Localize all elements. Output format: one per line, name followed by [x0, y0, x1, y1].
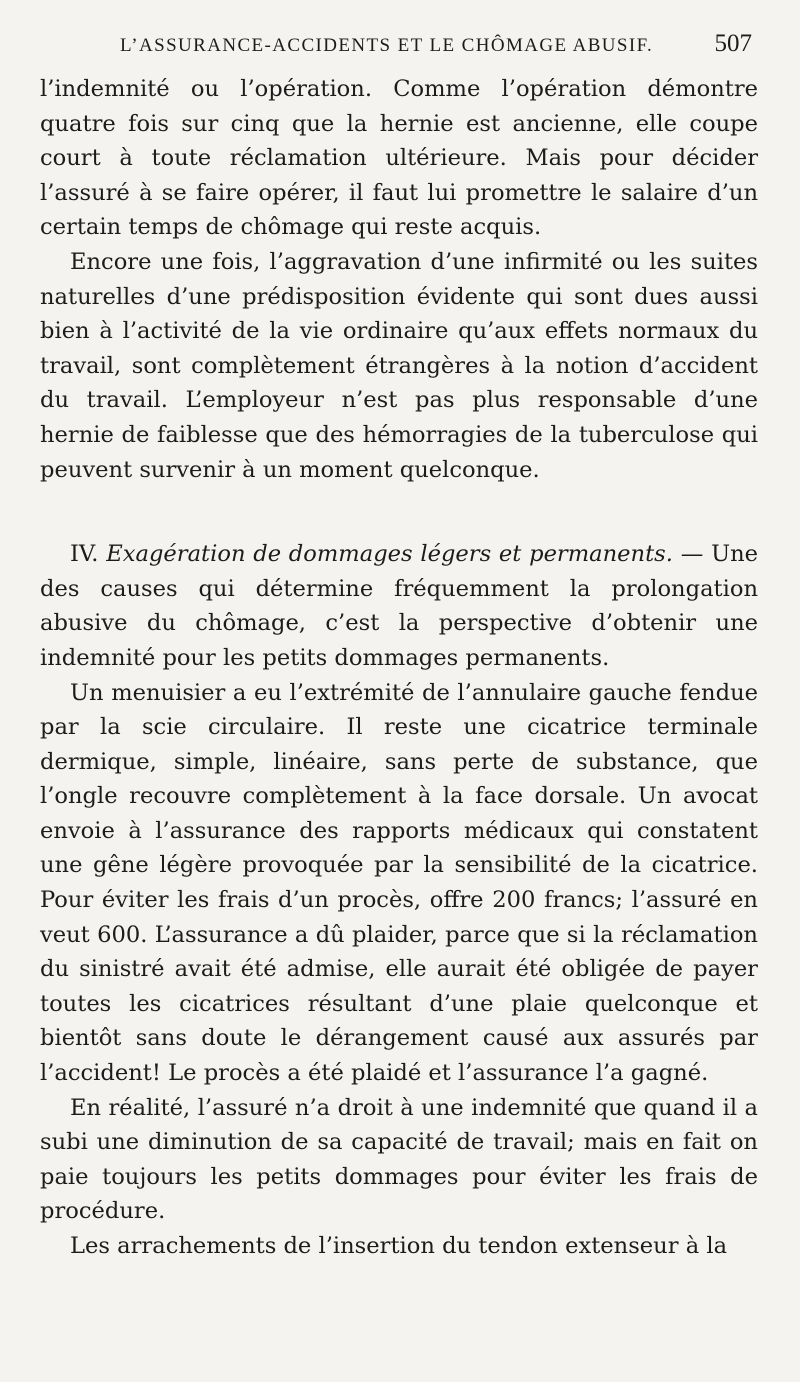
paragraph-en-realite: En réalité, l’assuré n’a droit à une indemnité que quand il a subi une diminution de sa capacité de travail; mais en fait on paie toujours les petits dommages pour éviter les frais de procédure. [40, 1094, 758, 1225]
page-header [120, 30, 752, 64]
page-body [40, 72, 758, 1264]
running-head: L’ASSURANCE-ACCIDENTS ET LE CHÔMAGE ABUSIF. [120, 35, 654, 56]
section-spacer [40, 487, 758, 537]
page-number: 507 [714, 30, 752, 57]
paragraph-menuisier: Un menuisier a eu l’extrémité de l’annulaire gauche fendue par la scie circulaire. Il reste une cicatrice terminale dermique, simple, linéaire, sans perte de substance, que l’ongle recouvre complètement à la face dorsale. Un avocat envoie à l’assurance des rapports médicaux qui constatent une gêne légère provoquée par la sensibilité de la cicatrice. Pour éviter les frais d’un procès, offre 200 francs; l’assuré en veut 600. L’assurance a dû plaider, parce que si la réclamation du sinistré avait été admise, elle aurait été obligée de payer toutes les cicatrices résultant d’une plaie quelconque et bientôt sans doute le dérangement causé aux assurés par l’accident! Le procès a été plaidé et l’assurance l’a gagné. [40, 679, 758, 1087]
paragraph-arrachements: Les arrachements de l’insertion du tendon extenseur à la [70, 1233, 728, 1259]
section-iv [40, 537, 758, 675]
section-title: Exagération de dommages légers et permanents. [106, 541, 673, 568]
section-numeral: IV. [70, 541, 99, 568]
section-lead: Une des causes qui détermine fréquemment la prolongation abusive du chômage, c’est la perspective d’obtenir une indemnité pour les petits dommages permanents. [40, 541, 759, 671]
section-dash: — [680, 541, 704, 568]
paragraph-continuation: l’indemnité ou l’opération. Comme l’opération démontre quatre fois sur cinq que la hernie est ancienne, elle coupe court à toute réclamation ultérieure. Mais pour décider l’assuré à se faire opérer, il faut lui promettre le salaire d’un certain temps de chômage qui reste acquis. [40, 76, 758, 241]
paragraph-aggravation: Encore une fois, l’aggravation d’une infirmité ou les suites naturelles d’une prédisposition évidente qui sont dues aussi bien à l’activité de la vie ordinaire qu’aux effets normaux du travail, sont complètement étrangères à la notion d’accident du travail. L’employeur n’est pas plus responsable d’une hernie de faiblesse que des hémorragies de la tuberculose qui peuvent survenir à un moment quelconque. [40, 248, 758, 483]
